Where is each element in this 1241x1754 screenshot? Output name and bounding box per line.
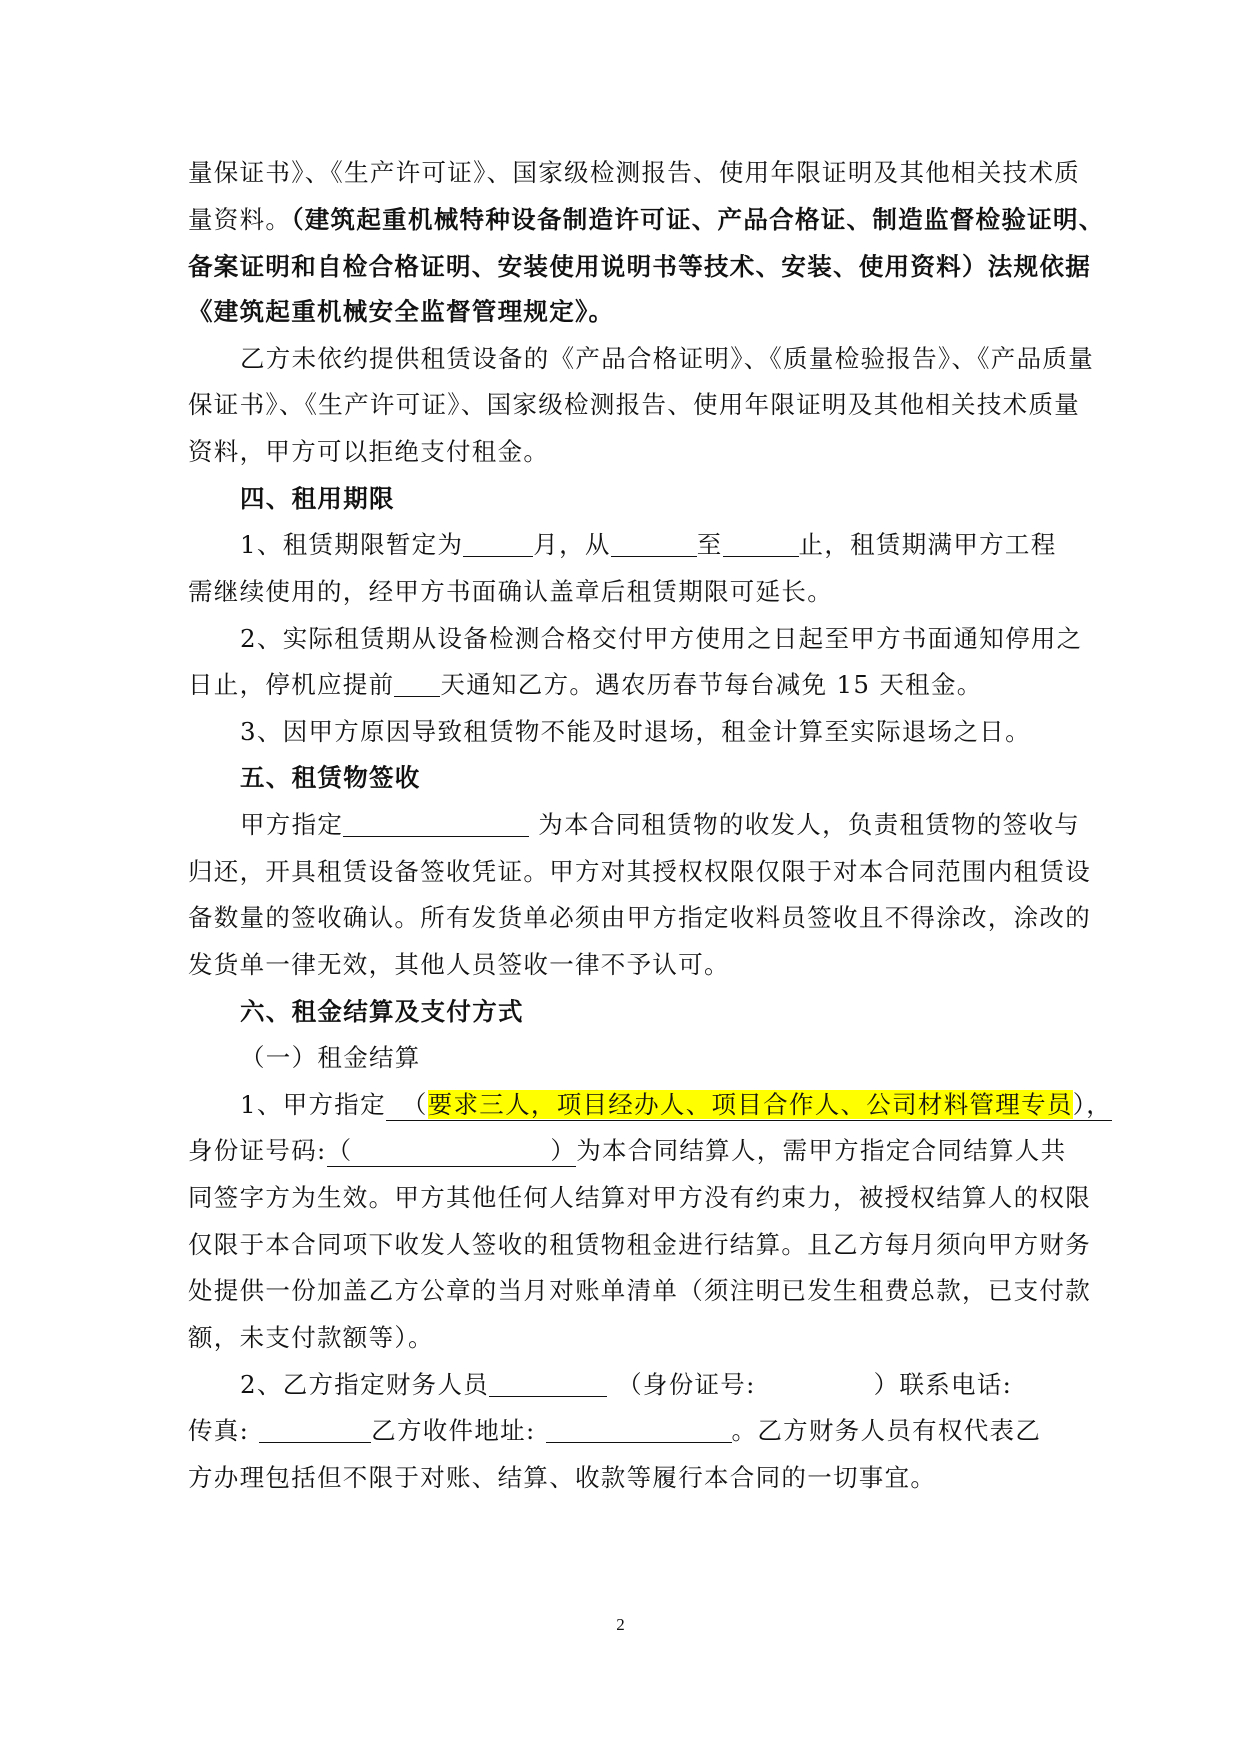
subsection-heading <box>240 1043 1068 1073</box>
paragraph-line <box>188 1323 1068 1353</box>
text: 2、实际租赁期从设备检测合格交付甲方使用之日起至甲方书面通知停用之 <box>240 624 1083 653</box>
paragraph-line <box>188 1183 1091 1213</box>
paragraph-line <box>240 1370 1068 1400</box>
section-heading <box>240 763 1068 793</box>
paragraph-line <box>188 1230 1091 1260</box>
text: 至 <box>696 530 723 559</box>
paragraph-line <box>188 297 1068 327</box>
text: 归还，开具租赁设备签收凭证。甲方对其授权权限仅限于对本合同范围内租赁设 <box>188 857 1091 886</box>
paragraph-line <box>188 903 1091 933</box>
page-number: 2 <box>616 1615 625 1634</box>
text: 额，未支付款额等）。 <box>188 1323 434 1352</box>
text: 乙方未依约提供租赁设备的《产品合格证明》、《质量检验报告》、《产品质量 <box>240 344 1094 373</box>
heading-text: 六、租金结算及支付方式 <box>240 997 524 1026</box>
text: （ <box>326 1136 353 1165</box>
paragraph-line <box>240 624 1083 654</box>
subheading-text: （一）租金结算 <box>240 1043 421 1072</box>
text: 日止，停机应提前 <box>188 670 395 699</box>
text: 止，租赁期满甲方工程 <box>798 530 1057 559</box>
text: 为本合同结算人，需甲方指定合同结算人共 <box>576 1136 1067 1165</box>
blank-field <box>343 812 529 837</box>
text: 身份证号码: <box>188 1136 327 1165</box>
paragraph-line <box>188 390 1081 420</box>
paragraph-line <box>240 1090 1113 1120</box>
text: 保证书》、《生产许可证》、国家级检测报告、使用年限证明及其他相关技术质量 <box>188 390 1081 419</box>
paragraph-line <box>188 1276 1091 1306</box>
paragraph-line <box>188 670 1068 700</box>
blank-field <box>463 532 533 557</box>
section-heading <box>240 997 1068 1027</box>
text: 量保证书》、《生产许可证》、国家级检测报告、使用年限证明及其他相关技术质 <box>188 158 1081 187</box>
text: 1、甲方指定 <box>240 1090 386 1119</box>
bold-text: 《建筑起重机械安全监督管理规定》。 <box>188 297 615 326</box>
paragraph-line <box>188 252 1091 282</box>
text: 。乙方财务人员有权代表乙 <box>731 1416 1042 1445</box>
text: 乙方收件地址: <box>371 1416 536 1445</box>
text: （身份证号: <box>617 1370 756 1399</box>
blank-field <box>394 672 440 697</box>
paragraph-line <box>188 1416 1068 1446</box>
text: ）， <box>1072 1090 1113 1119</box>
text: 1、租赁期限暂定为 <box>240 530 464 559</box>
bold-text: （建筑起重机械特种设备制造许可证、产品合格证、制造监督检验证明、 <box>291 205 1105 234</box>
highlighted-text: 要求三人，项目经办人、项目合作人、公司材料管理专员 <box>427 1090 1073 1119</box>
text: 传真: <box>188 1416 250 1445</box>
heading-text: 四、租用期限 <box>240 484 395 513</box>
text: 天通知乙方。遇农历春节每台减免 15 天租金。 <box>440 670 983 699</box>
paragraph-line <box>188 205 1105 235</box>
paragraph-line <box>188 577 1068 607</box>
text: 需继续使用的，经甲方书面确认盖章后租赁期限可延长。 <box>188 577 833 606</box>
text: 2、乙方指定财务人员 <box>240 1370 490 1399</box>
heading-text: 五、租赁物签收 <box>240 763 421 792</box>
paragraph-line <box>188 158 1081 188</box>
bold-text: 备案证明和自检合格证明、安装使用说明书等技术、安装、使用资料）法规依据 <box>188 252 1091 281</box>
paragraph-line <box>188 857 1091 887</box>
paragraph-line <box>188 1136 1068 1166</box>
text: 发货单一律无效，其他人员签收一律不予认可。 <box>188 950 730 979</box>
text: 处提供一份加盖乙方公章的当月对账单清单（须注明已发生租费总款，已支付款 <box>188 1276 1091 1305</box>
text: 备数量的签收确认。所有发货单必须由甲方指定收料员签收且不得涂改，涂改的 <box>188 903 1091 932</box>
text: 甲方指定 <box>240 810 344 839</box>
blank-field <box>611 532 697 557</box>
text: ）联系电话: <box>873 1370 1013 1399</box>
text: 3、因甲方原因导致租赁物不能及时退场，租金计算至实际退场之日。 <box>240 717 1031 746</box>
text: ） <box>550 1136 577 1165</box>
text: （ <box>401 1090 428 1119</box>
blank-field <box>723 532 799 557</box>
paragraph-line <box>188 950 1068 980</box>
text: 方办理包括但不限于对账、结算、收款等履行本合同的一切事宜。 <box>188 1463 937 1492</box>
text: 为本合同租赁物的收发人，负责租赁物的签收与 <box>529 810 1081 839</box>
paragraph-line <box>188 1463 1068 1493</box>
text: 仅限于本合同项下收发人签收的租赁物租金进行结算。且乙方每月须向甲方财务 <box>188 1230 1091 1259</box>
text: 资料，甲方可以拒绝支付租金。 <box>188 437 550 466</box>
paragraph-line <box>188 437 1068 467</box>
paragraph-line <box>240 810 1081 840</box>
blank-field <box>489 1372 607 1397</box>
blank-field <box>546 1418 732 1443</box>
paragraph-line <box>240 344 1094 374</box>
text: 月，从 <box>533 530 611 559</box>
section-heading <box>240 484 1068 514</box>
blank-field <box>259 1418 371 1443</box>
paragraph-line <box>240 717 1068 747</box>
text: 同签字方为生效。甲方其他任何人结算对甲方没有约束力，被授权结算人的权限 <box>188 1183 1091 1212</box>
paragraph-line <box>240 530 1068 560</box>
text: 量资料。 <box>188 205 292 234</box>
